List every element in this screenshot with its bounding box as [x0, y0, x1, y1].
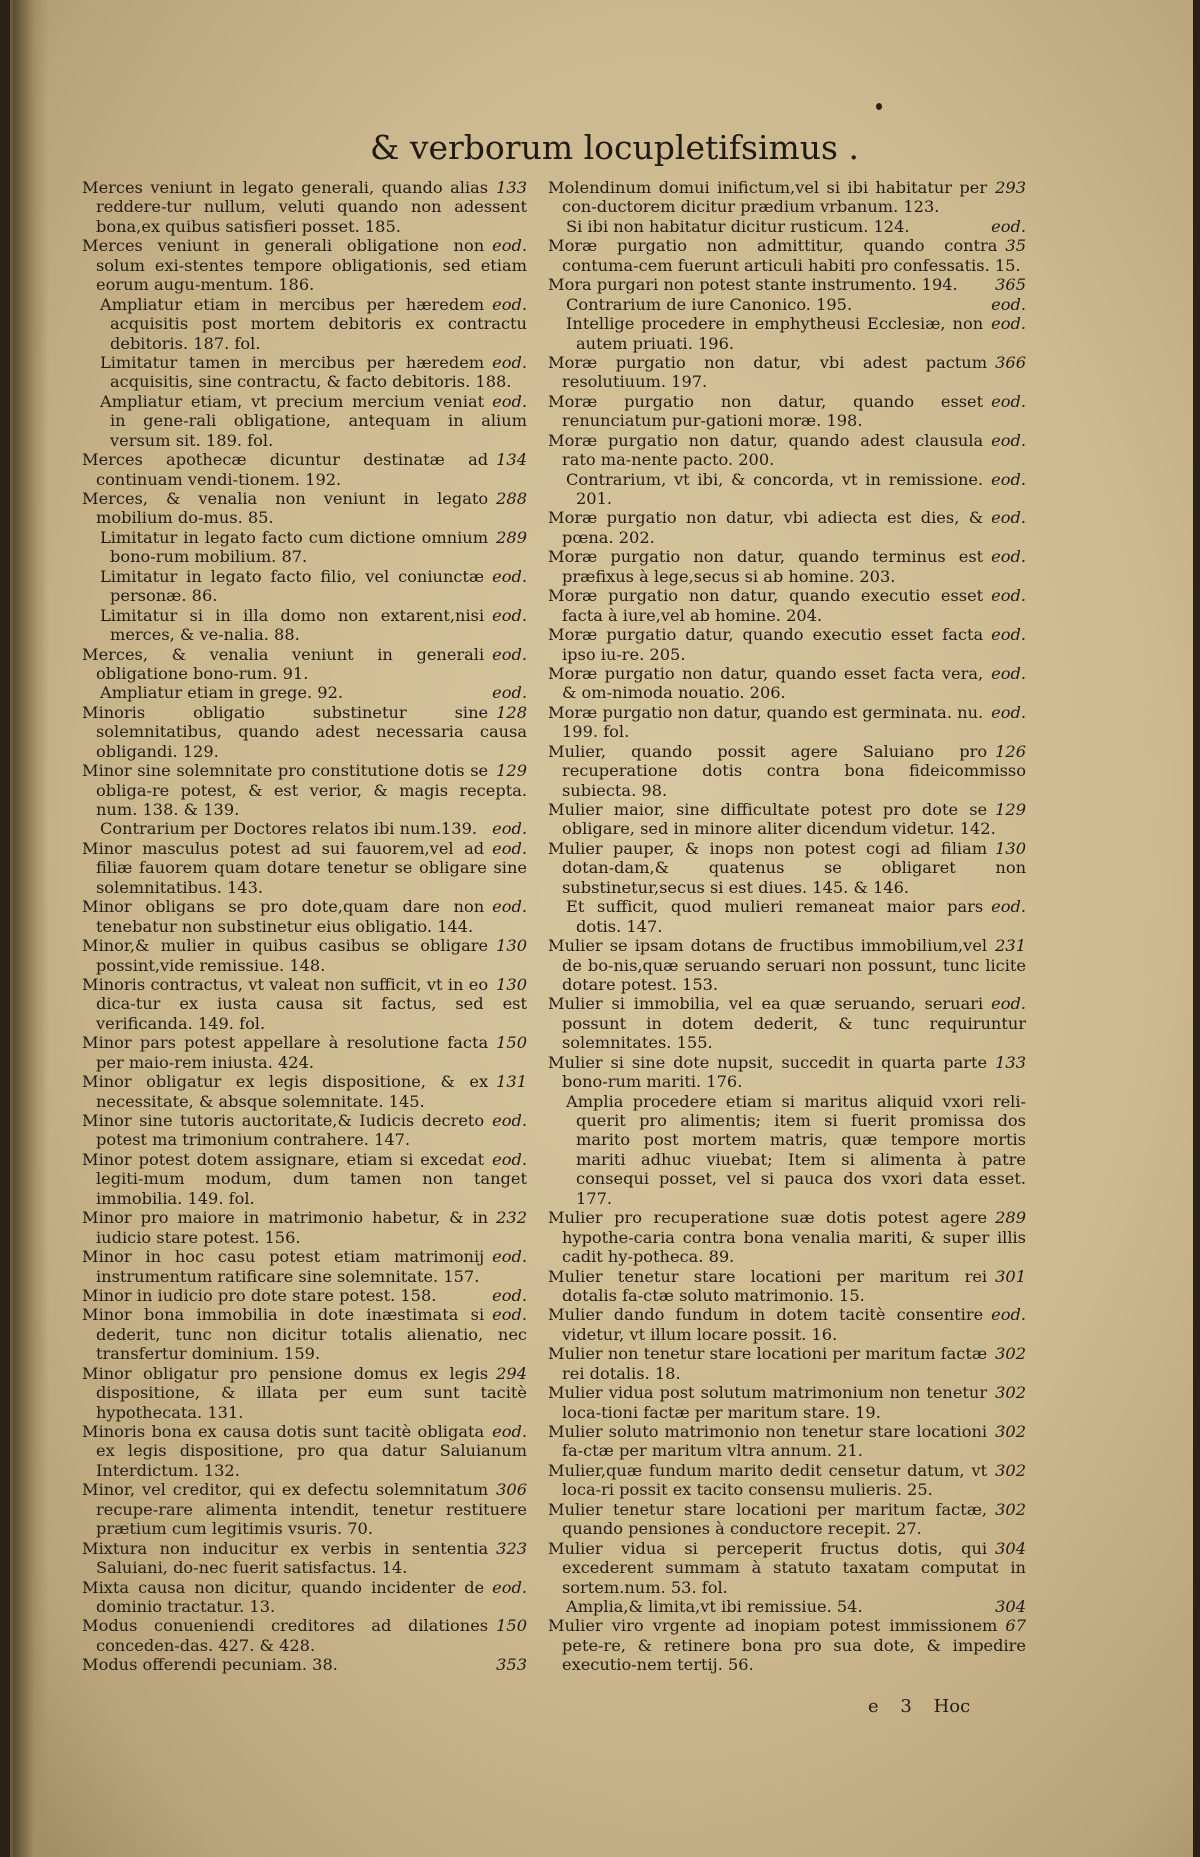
- entry-text: Minor,& mulier in quibus casibus se obligare possint,vide remissiue. 148.: [82, 936, 489, 975]
- index-entry: [548, 1305, 1026, 1344]
- entry-text: Ampliatur etiam in mercibus per hæredem acquisitis post mortem debitoris ex contractu debitoris. 187. fol.: [100, 294, 527, 353]
- index-entry: [82, 897, 527, 936]
- index-entry: [82, 1150, 527, 1208]
- entry-text: Moræ purgatio non datur, quando executio esset facta à iure,vel ab homine. 204.: [548, 586, 984, 625]
- entry-text: Mulier, quando possit agere Saluiano pro recuperatione dotis contra bona fideicommisso subiecta. 98.: [548, 741, 1026, 800]
- entry-text: Amplia procedere etiam si maritus aliquid vxori reli-querit pro alimentis; item si fuerit promissa dos marito post mortem matris, quæ tempore mortis mariti adhuc viuebat; Item si alimenta à patre consequi posset, vel si pauca dos vxori data esset. 177.: [566, 1091, 1026, 1208]
- page-reference: eod.: [492, 1149, 527, 1169]
- index-entry: [82, 1364, 527, 1422]
- index-entry: [548, 1344, 1026, 1383]
- index-entry: [548, 508, 1026, 547]
- page-reference: eod.: [492, 1247, 527, 1267]
- index-entry: [548, 295, 1026, 314]
- index-entry: [82, 1247, 527, 1286]
- entry-text: Et sufficit, quod mulieri remaneat maior pars dotis. 147.: [566, 897, 984, 936]
- entry-text: Limitatur in legato facto cum dictione omnium bono-rum mobilium. 87.: [100, 527, 489, 567]
- entry-text: Minoris contractus, vt valeat non sufficit, vt in eo dica-tur ex iusta causa sit factus, sed est verificanda. 149. fol.: [82, 974, 527, 1033]
- entry-text: Minor, vel creditor, qui ex defectu solemnitatum recupe-rare alimenta intendit, tenetur restituere prætium cum legitimis vsuris. 70.: [82, 1480, 527, 1539]
- page-reference: 232: [496, 1208, 527, 1228]
- index-entry: [82, 839, 527, 897]
- index-entry: [548, 1053, 1026, 1092]
- entry-text: Limitatur in legato facto filio, vel coniunctæ personæ. 86.: [100, 566, 485, 606]
- page-reference: eod.: [991, 663, 1026, 683]
- entry-text: Moræ purgatio non datur, quando esset renunciatum pur-gationi moræ. 198.: [548, 391, 984, 431]
- page-reference: eod.: [492, 838, 527, 858]
- entry-text: Merces, & venalia veniunt in generali obligatione bono-rum. 91.: [82, 644, 485, 683]
- page-reference: eod.: [492, 1285, 527, 1305]
- page-reference: 353: [496, 1655, 527, 1675]
- entry-text: Moræ purgatio non admittitur, quando contra contuma-cem fuerunt articuli habiti pro confessatis. 15.: [548, 236, 1021, 275]
- index-entry: [548, 314, 1026, 353]
- entry-text: Minor pro maiore in matrimonio habetur, & in iudicio stare potest. 156.: [82, 1208, 489, 1247]
- page-reference: eod.: [991, 1305, 1026, 1325]
- page-reference: eod.: [991, 994, 1026, 1014]
- index-entry: [548, 1383, 1026, 1422]
- index-entry: [548, 742, 1026, 800]
- page-reference: eod.: [492, 1305, 527, 1325]
- page-reference: 304: [995, 1538, 1026, 1558]
- page-reference: eod.: [991, 314, 1026, 334]
- entry-text: Mulier si sine dote nupsit, succedit in quarta parte bono-rum mariti. 176.: [548, 1052, 988, 1092]
- entry-text: Amplia,& limita,vt ibi remissiue. 54.: [566, 1596, 863, 1616]
- entry-text: Moræ purgatio non datur, vbi adiecta est dies, & pœna. 202.: [548, 508, 984, 547]
- index-entry: [548, 800, 1026, 839]
- index-entry: [548, 275, 1026, 294]
- entry-text: Mulier si immobilia, vel ea quæ seruando, seruari possunt in dotem dederit, & tunc requiruntur solemnitates. 155.: [548, 994, 1026, 1053]
- page-reference: 294: [496, 1363, 527, 1383]
- index-entry: [548, 178, 1026, 217]
- index-entry: [82, 683, 527, 702]
- signature-mark: e 3: [868, 1696, 912, 1717]
- index-entry: [548, 392, 1026, 431]
- index-entry: [548, 664, 1026, 703]
- page-reference: 128: [496, 702, 527, 722]
- page-reference: eod.: [492, 294, 527, 314]
- entry-text: Modus conueniendi creditores ad dilationes conceden-das. 427. & 428.: [82, 1616, 489, 1655]
- page-reference: eod.: [991, 216, 1026, 236]
- ink-dot: [876, 103, 882, 110]
- index-entry: [548, 1539, 1026, 1597]
- index-entry: [82, 236, 527, 294]
- index-entry: [548, 431, 1026, 470]
- entry-text: Minor pars potest appellare à resolutione facta per maio-rem iniusta. 424.: [82, 1033, 489, 1072]
- entry-text: Mixta causa non dicitur, quando incidenter de dominio tractatur. 13.: [82, 1577, 485, 1616]
- index-entry: [82, 1033, 527, 1072]
- index-entry: [548, 1092, 1026, 1209]
- page-reference: eod.: [991, 586, 1026, 606]
- page-reference: 366: [995, 352, 1026, 372]
- page-reference: eod.: [492, 683, 527, 703]
- entry-text: Ampliatur etiam in grege. 92.: [100, 683, 344, 703]
- index-entry: [82, 489, 527, 528]
- page-reference: eod.: [492, 644, 527, 664]
- entry-text: Contrarium per Doctores relatos ibi num.139.: [100, 819, 478, 839]
- entry-text: Minoris obligatio substinetur sine solemnitatibus, quando adest necessaria causa obligandi. 129.: [82, 702, 527, 761]
- entry-text: Minor in hoc casu potest etiam matrimonij instrumentum ratificare sine solemnitate. 157.: [82, 1247, 485, 1286]
- entry-text: Modus offerendi pecuniam. 38.: [82, 1655, 338, 1675]
- page-reference: eod.: [991, 469, 1026, 489]
- index-entry: [82, 703, 527, 761]
- entry-text: Intellige procedere in emphytheusi Ecclesiæ, non autem priuati. 196.: [566, 314, 984, 353]
- index-column-left: [82, 178, 527, 1675]
- entry-text: Mulier soluto matrimonio non tenetur stare locationi fa-ctæ per maritum vltra annum. 21.: [548, 1422, 988, 1461]
- index-entry: [82, 1422, 527, 1480]
- entry-text: Mulier se ipsam dotans de fructibus immobilium,vel de bo-nis,quæ seruando seruari non possunt, tunc licite dotare potest. 153.: [548, 936, 1026, 994]
- page-reference: 130: [496, 974, 527, 994]
- page-reference: 302: [995, 1383, 1026, 1403]
- index-entry: [548, 1597, 1026, 1616]
- page-reference: eod.: [492, 566, 527, 586]
- page-reference: 289: [995, 1208, 1026, 1228]
- index-entry: [548, 703, 1026, 742]
- page-reference: 130: [995, 838, 1026, 858]
- index-entry: [82, 1480, 527, 1538]
- entry-text: Limitatur si in illa domo non extarent,nisi merces, & ve-nalia. 88.: [100, 605, 485, 645]
- index-entry: [548, 236, 1026, 275]
- index-entry: [82, 645, 527, 684]
- page-reference: 302: [995, 1460, 1026, 1480]
- book-gutter: [13, 0, 49, 1857]
- page-reference: eod.: [492, 1111, 527, 1130]
- entry-text: Moræ purgatio non datur, quando adest clausula rato ma-nente pacto. 200.: [548, 430, 984, 470]
- page-reference: 293: [995, 178, 1026, 197]
- entry-text: Moræ purgatio non datur, quando est germinata. nu. 199. fol.: [548, 702, 984, 742]
- index-entry: [548, 586, 1026, 625]
- index-entry: [82, 353, 527, 392]
- page-reference: 302: [995, 1422, 1026, 1441]
- index-entry: [82, 975, 527, 1033]
- entry-text: Mulier tenetur stare locationi per maritum rei dotalis fa-ctæ soluto matrimonio. 15.: [548, 1266, 988, 1305]
- entry-text: Mulier vidua si perceperit fructus dotis, qui excederent summam à statuto taxatam computat in sortem.num. 53. fol.: [548, 1538, 1026, 1597]
- entry-text: Mulier dando fundum in dotem tacitè consentire videtur, vt illum locare possit. 16.: [548, 1305, 984, 1344]
- entry-text: Si ibi non habitatur dicitur rusticum. 124.: [566, 216, 910, 236]
- page-reference: 130: [496, 936, 527, 956]
- page-reference: 323: [496, 1538, 527, 1558]
- index-entry: [82, 1208, 527, 1247]
- entry-text: Mulier pro recuperatione suæ dotis potest agere hypothe-caria contra bona venalia mariti, & super illis cadit hy-potheca. 89.: [548, 1208, 1026, 1267]
- entry-text: Minor obligans se pro dote,quam dare non tenebatur non substinetur eius obligatio. 144.: [82, 897, 485, 936]
- index-entry: [548, 839, 1026, 897]
- index-entry: [548, 547, 1026, 586]
- index-entry: [82, 295, 527, 353]
- page-reference: eod.: [991, 547, 1026, 567]
- index-entry: [82, 1111, 527, 1150]
- entry-text: Merces apothecæ dicuntur destinatæ ad continuam vendi-tionem. 192.: [82, 450, 489, 489]
- entry-text: Minor sine tutoris auctoritate,& Iudicis decreto potest ma trimonium contrahere. 147.: [82, 1111, 485, 1150]
- entry-text: Mulier pauper, & inops non potest cogi ad filiam dotan-dam,& quatenus se obligaret non substinetur,secus si est diues. 145. & 146.: [548, 838, 1026, 897]
- index-entry: [548, 353, 1026, 392]
- index-entry: [82, 761, 527, 819]
- index-entry: [82, 936, 527, 975]
- index-entry: [548, 217, 1026, 236]
- index-entry: [548, 470, 1026, 509]
- entry-text: Merces, & venalia non veniunt in legato mobilium do-mus. 85.: [82, 489, 489, 528]
- running-header: & verborum locupletifsimus .: [370, 128, 859, 167]
- page-reference: eod.: [492, 391, 527, 411]
- page-reference: eod.: [492, 605, 527, 625]
- index-entry: [548, 1267, 1026, 1306]
- index-entry: [548, 897, 1026, 936]
- page-reference: eod.: [492, 352, 527, 372]
- page-reference: eod.: [991, 897, 1026, 917]
- page-reference: eod.: [991, 294, 1026, 314]
- entry-text: Mulier non tenetur stare locationi per maritum factæ rei dotalis. 18.: [548, 1344, 988, 1383]
- entry-text: Mora purgari non potest stante instrumento. 194.: [548, 275, 958, 295]
- page-reference: 133: [496, 178, 527, 197]
- page-reference: eod.: [492, 819, 527, 839]
- page-reference: eod.: [991, 702, 1026, 722]
- entry-text: Moræ purgatio non datur, quando terminus est præfixus à lege,secus si ab homine. 203.: [548, 547, 984, 586]
- entry-text: Moræ purgatio non datur, vbi adest pactum resolutiuum. 197.: [548, 352, 988, 392]
- index-entry: [548, 1461, 1026, 1500]
- entry-text: Limitatur tamen in mercibus per hæredem acquisitis, sine contractu, & facto debitoris. 188.: [100, 352, 512, 392]
- entry-text: Minor obligatur ex legis dispositione, & ex necessitate, & absque solemnitate. 145.: [82, 1072, 489, 1111]
- index-entry: [82, 1072, 527, 1111]
- page-reference: 306: [496, 1480, 527, 1500]
- page-reference: 134: [496, 450, 527, 470]
- index-entry: [82, 528, 527, 567]
- index-entry: [548, 1208, 1026, 1266]
- entry-text: Minoris bona ex causa dotis sunt tacitè obligata ex legis dispositione, pro qua datur Saluianum Interdictum. 132.: [82, 1422, 527, 1480]
- page-reference: eod.: [492, 236, 527, 256]
- index-entry: [82, 178, 527, 236]
- index-column-right: [548, 178, 1026, 1675]
- index-entry: [82, 819, 527, 838]
- entry-text: Merces veniunt in legato generali, quando alias reddere-tur nullum, veluti quando non adessent bona,ex quibus satisfieri posset. 185.: [82, 178, 527, 236]
- entry-text: Contrarium de iure Canonico. 195.: [566, 294, 853, 314]
- page-reference: 133: [995, 1052, 1026, 1072]
- index-entry: [82, 1286, 527, 1305]
- index-entry: [82, 1616, 527, 1655]
- page-footer: [868, 1696, 970, 1717]
- page-reference: 288: [496, 489, 527, 508]
- index-entry: [548, 1616, 1026, 1674]
- page-reference: eod.: [492, 897, 527, 917]
- entry-text: Mulier,quæ fundum marito dedit censetur datum, vt loca-ri possit ex tacito consensu mulieris. 25.: [548, 1460, 988, 1500]
- entry-text: Minor bona immobilia in dote inæstimata si dederit, tunc non dicitur totalis alienatio, nec transfertur dominium. 159.: [82, 1305, 527, 1364]
- entry-text: Molendinum domui inifictum,vel si ibi habitatur per con-ductorem dicitur prædium vrbanum. 123.: [548, 178, 988, 217]
- entry-text: Mixtura non inducitur ex verbis in sententia Saluiani, do-nec fuerit satisfactus. 14.: [82, 1538, 489, 1578]
- page-reference: 150: [496, 1616, 527, 1636]
- page-reference: eod.: [492, 1577, 527, 1597]
- page-reference: 131: [496, 1072, 527, 1092]
- page-reference: 365: [995, 275, 1026, 295]
- entry-text: Minor obligatur pro pensione domus ex legis dispositione, & illata per eum sunt tacitè hypothecata. 131.: [82, 1363, 527, 1422]
- page-reference: 67: [1005, 1616, 1026, 1636]
- page-reference: eod.: [991, 391, 1026, 411]
- page-reference: 35: [1005, 236, 1026, 256]
- page-reference: 150: [496, 1033, 527, 1053]
- index-entry: [548, 994, 1026, 1052]
- index-entry: [82, 1539, 527, 1578]
- page-reference: 129: [496, 761, 527, 781]
- index-entry: [548, 1422, 1026, 1461]
- entry-text: Merces veniunt in generali obligatione non solum exi-stentes tempore obligationis, sed etiam eorum augu-mentum. 186.: [82, 236, 527, 295]
- page-reference: eod.: [492, 1422, 527, 1441]
- index-entry: [548, 936, 1026, 994]
- entry-text: Minor sine solemnitate pro constitutione dotis se obliga-re potest, & est verior, & magis recepta. num. 138. & 139.: [82, 761, 527, 819]
- entry-text: Moræ purgatio datur, quando executio esset facta ipso iu-re. 205.: [548, 625, 984, 664]
- page-reference: 302: [995, 1344, 1026, 1364]
- index-entry: [548, 625, 1026, 664]
- page-reference: 302: [995, 1499, 1026, 1519]
- entry-text: Contrarium, vt ibi, & concorda, vt in remissione. 201.: [566, 469, 984, 508]
- entry-text: Moræ purgatio non datur, quando esset facta vera, & om-nimoda nouatio. 206.: [548, 663, 984, 703]
- index-entry: [82, 1578, 527, 1617]
- entry-text: Minor in iudicio pro dote stare potest. 158.: [82, 1285, 437, 1305]
- page-reference: 304: [995, 1596, 1026, 1616]
- index-entry: [82, 1655, 527, 1674]
- entry-text: Minor masculus potest ad sui fauorem,vel ad filiæ fauorem quam dotare tenetur se obligare sine solemnitatibus. 143.: [82, 838, 527, 897]
- page-reference: 301: [995, 1266, 1026, 1286]
- catchword: Hoc: [933, 1696, 971, 1717]
- index-entry: [82, 606, 527, 645]
- page-reference: eod.: [991, 430, 1026, 450]
- entry-text: Mulier viro vrgente ad inopiam potest immissionem pete-re, & retinere bona pro sua dote, & impedire executio-nem tertij. 56.: [548, 1616, 1026, 1675]
- page-reference: 289: [496, 527, 527, 547]
- index-entry: [82, 567, 527, 606]
- page-reference: eod.: [991, 625, 1026, 645]
- page-reference: 129: [995, 800, 1026, 819]
- entry-text: Mulier maior, sine difficultate potest pro dote se obligare, sed in minore aliter dicendum videtur. 142.: [548, 800, 996, 839]
- page-reference: 126: [995, 741, 1026, 761]
- entry-text: Mulier vidua post solutum matrimonium non tenetur loca-tioni factæ per maritum stare. 19.: [548, 1383, 988, 1422]
- page-reference: eod.: [991, 508, 1026, 528]
- entry-text: Minor potest dotem assignare, etiam si excedat legiti-mum modum, dum tamen non tanget immobilia. 149. fol.: [82, 1149, 527, 1208]
- index-entry: [548, 1500, 1026, 1539]
- index-entry: [82, 450, 527, 489]
- page-reference: 231: [995, 936, 1026, 956]
- entry-text: Mulier tenetur stare locationi per maritum factæ, quando pensiones à conductore recepit. 27.: [548, 1499, 988, 1539]
- index-entry: [82, 392, 527, 450]
- entry-text: Ampliatur etiam, vt precium mercium veniat in gene-rali obligatione, antequam in alium versum sit. 189. fol.: [100, 391, 527, 450]
- index-entry: [82, 1305, 527, 1363]
